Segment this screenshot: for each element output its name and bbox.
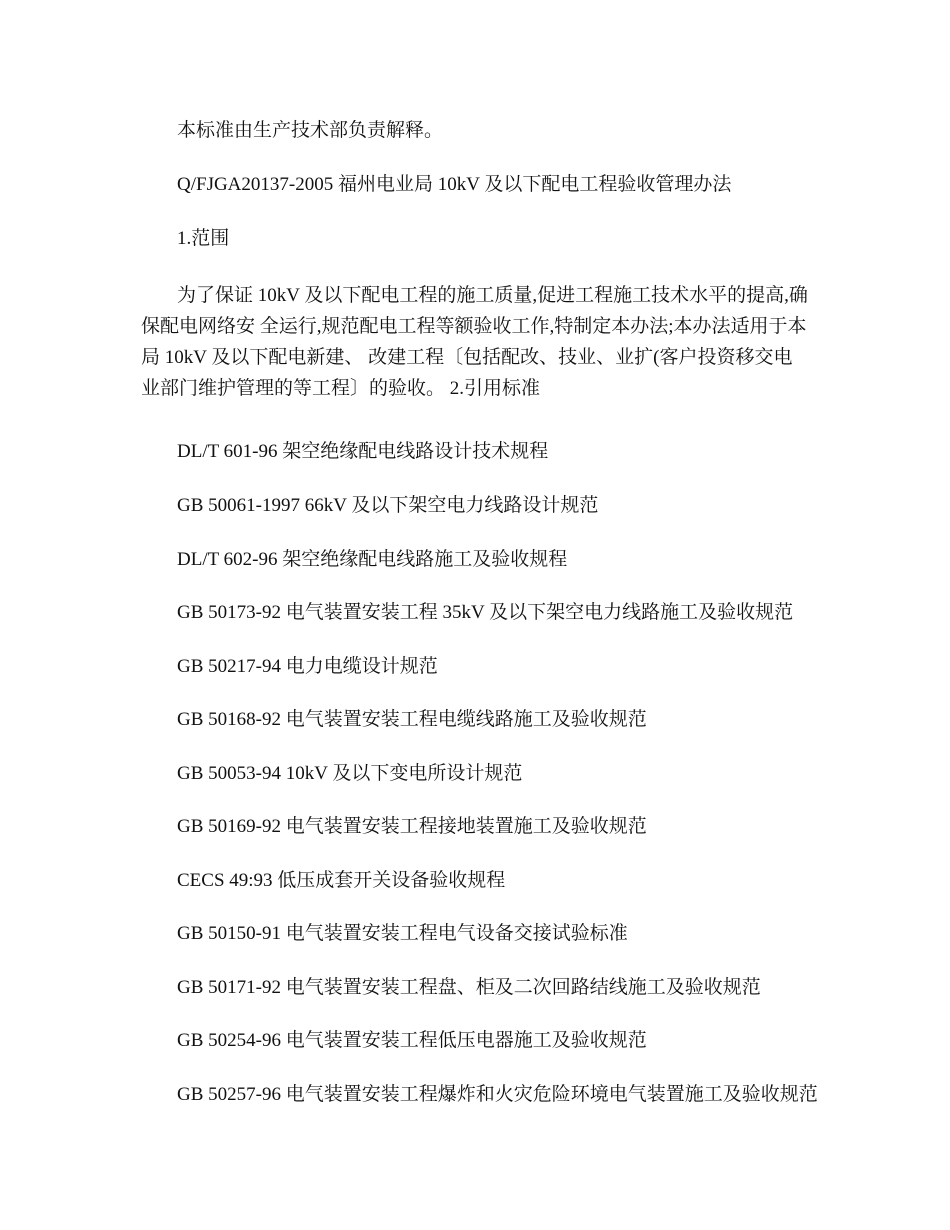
reference-item: GB 50257-96 电气装置安装工程爆炸和火灾危险环境电气装置施工及验收规范 bbox=[177, 1084, 818, 1105]
reference-item: CECS 49:93 低压成套开关设备验收规程 bbox=[177, 870, 506, 891]
section-scope-heading: 1.范围 bbox=[177, 228, 230, 249]
reference-item: GB 50169-92 电气装置安装工程接地装置施工及验收规范 bbox=[177, 816, 647, 837]
reference-item: GB 50254-96 电气装置安装工程低压电器施工及验收规范 bbox=[177, 1030, 647, 1051]
reference-item: GB 50217-94 电力电缆设计规范 bbox=[177, 656, 438, 677]
document-title: Q/FJGA20137-2005 福州电业局 10kV 及以下配电工程验收管理办法 bbox=[177, 174, 732, 195]
reference-item: GB 50168-92 电气装置安装工程电缆线路施工及验收规范 bbox=[177, 709, 647, 730]
reference-item: GB 50053-94 10kV 及以下变电所设计规范 bbox=[177, 763, 523, 784]
reference-item: GB 50061-1997 66kV 及以下架空电力线路设计规范 bbox=[177, 495, 599, 516]
reference-item: DL/T 602-96 架空绝缘配电线路施工及验收规程 bbox=[177, 549, 568, 570]
reference-item: DL/T 601-96 架空绝缘配电线路设计技术规程 bbox=[177, 441, 549, 462]
reference-item: GB 50150-91 电气装置安装工程电气设备交接试验标准 bbox=[177, 923, 628, 944]
reference-item: GB 50173-92 电气装置安装工程 35kV 及以下架空电力线路施工及验收规范 bbox=[177, 602, 794, 623]
scope-paragraph: 为了保证 10kV 及以下配电工程的施工质量,促进工程施工技术水平的提高,确保配电网络安 全运行,规范配电工程等额验收工作,特制定本办法;本办法适用于本局 10kV 及以下配电新建、 改建工程〔包括配改、技业、业扩(客户投资移交电业部门维护管理的等工程〕的验收。 2.引用标准 bbox=[141, 285, 808, 399]
reference-item: GB 50171-92 电气装置安装工程盘、柜及二次回路结线施工及验收规范 bbox=[177, 977, 761, 998]
interpretation-note: 本标准由生产技术部负责解释。 bbox=[177, 120, 444, 141]
